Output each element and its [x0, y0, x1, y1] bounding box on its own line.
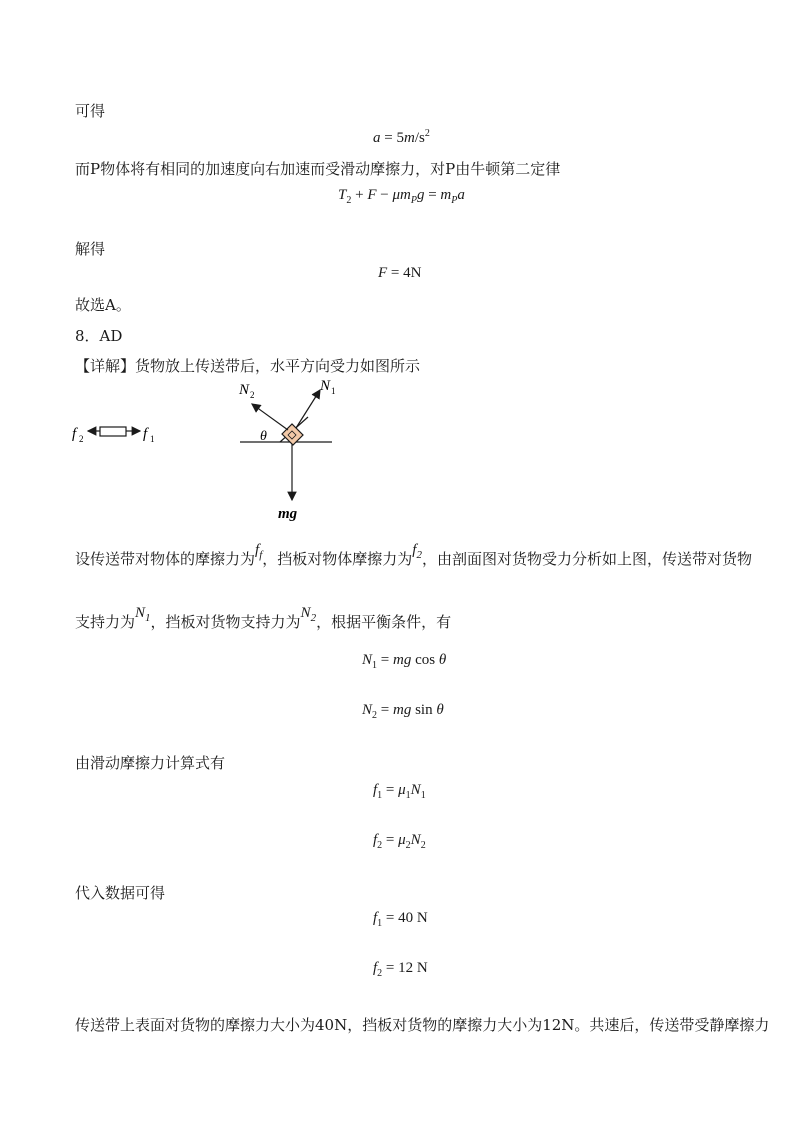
f1-label: f [143, 426, 148, 442]
N1-sub: 1 [331, 386, 336, 396]
text-line-9: 由滑动摩擦力计算式有 [75, 754, 226, 772]
text-line-7b: ，挡板对物体摩擦力为 [262, 550, 413, 568]
equation-a: $a = 5m/s^2$ [373, 128, 430, 146]
equation-f2-value: $f_2 = 12$ N [373, 960, 428, 979]
equation-f1: $f_1 = \mu_1N_1$ [373, 782, 426, 801]
friction-diagram [70, 415, 170, 455]
text-line-7a: 设传送带对物体的摩擦力为 [75, 550, 256, 568]
equation-f2: $f_2 = \mu_2N_2$ [373, 832, 426, 851]
text-line-4: 故选A。 [75, 296, 131, 314]
text-line-8c: ，根据平衡条件，有 [316, 613, 452, 631]
text-line-8 [75, 605, 452, 634]
inline-N1: $N_1$ [135, 605, 151, 624]
f2-label: f [72, 426, 77, 442]
equation-newton: $T_2 + F - \mu m_Pg = m_Pa$ [338, 187, 465, 206]
f2-sub: 2 [79, 434, 84, 444]
text-line-1: 可得 [75, 102, 106, 120]
N2-label: N [239, 382, 250, 398]
text-line-2: 而P物体将有相同的加速度向右加速而受滑动摩擦力，对P由牛顿第二定律 [75, 160, 561, 178]
text-line-8b: ，挡板对货物支持力为 [150, 613, 301, 631]
inline-N2: $N_2$ [300, 605, 317, 624]
text-line-11: 传送带上表面对货物的摩擦力大小为40N，挡板对货物的摩擦力大小为12N。共速后，传送带受静摩擦力 [75, 1016, 770, 1034]
N1-label: N [320, 378, 331, 394]
text-line-7 [75, 542, 752, 571]
text-line-7c: ，由剖面图对货物受力分析如上图，传送带对货物 [421, 550, 752, 568]
cargo-box [100, 427, 126, 436]
text-line-8a: 支持力为 [75, 613, 136, 631]
equation-f1-value: $f_1 = 40$ N [373, 910, 428, 929]
inline-f1: $f_f$ [255, 542, 263, 561]
N2-sub: 2 [250, 390, 255, 400]
equation-N2: $N_2$ = mg sin θ [362, 702, 444, 721]
f1-sub: 1 [150, 434, 155, 444]
force-diagram [230, 372, 350, 522]
equation-N1: $N_1$ = mg cos θ [362, 652, 447, 671]
inline-f2: $f_2$ [412, 542, 422, 561]
equation-F: F = 4N [378, 265, 422, 281]
mg-label: mg [278, 506, 298, 522]
text-line-3: 解得 [75, 240, 106, 258]
text-line-10: 代入数据可得 [75, 884, 166, 902]
text-line-6: 【详解】货物放上传送带后，水平方向受力如图所示 [75, 357, 421, 375]
text-line-5: 8．AD [75, 327, 123, 345]
theta-label: θ [260, 429, 267, 444]
